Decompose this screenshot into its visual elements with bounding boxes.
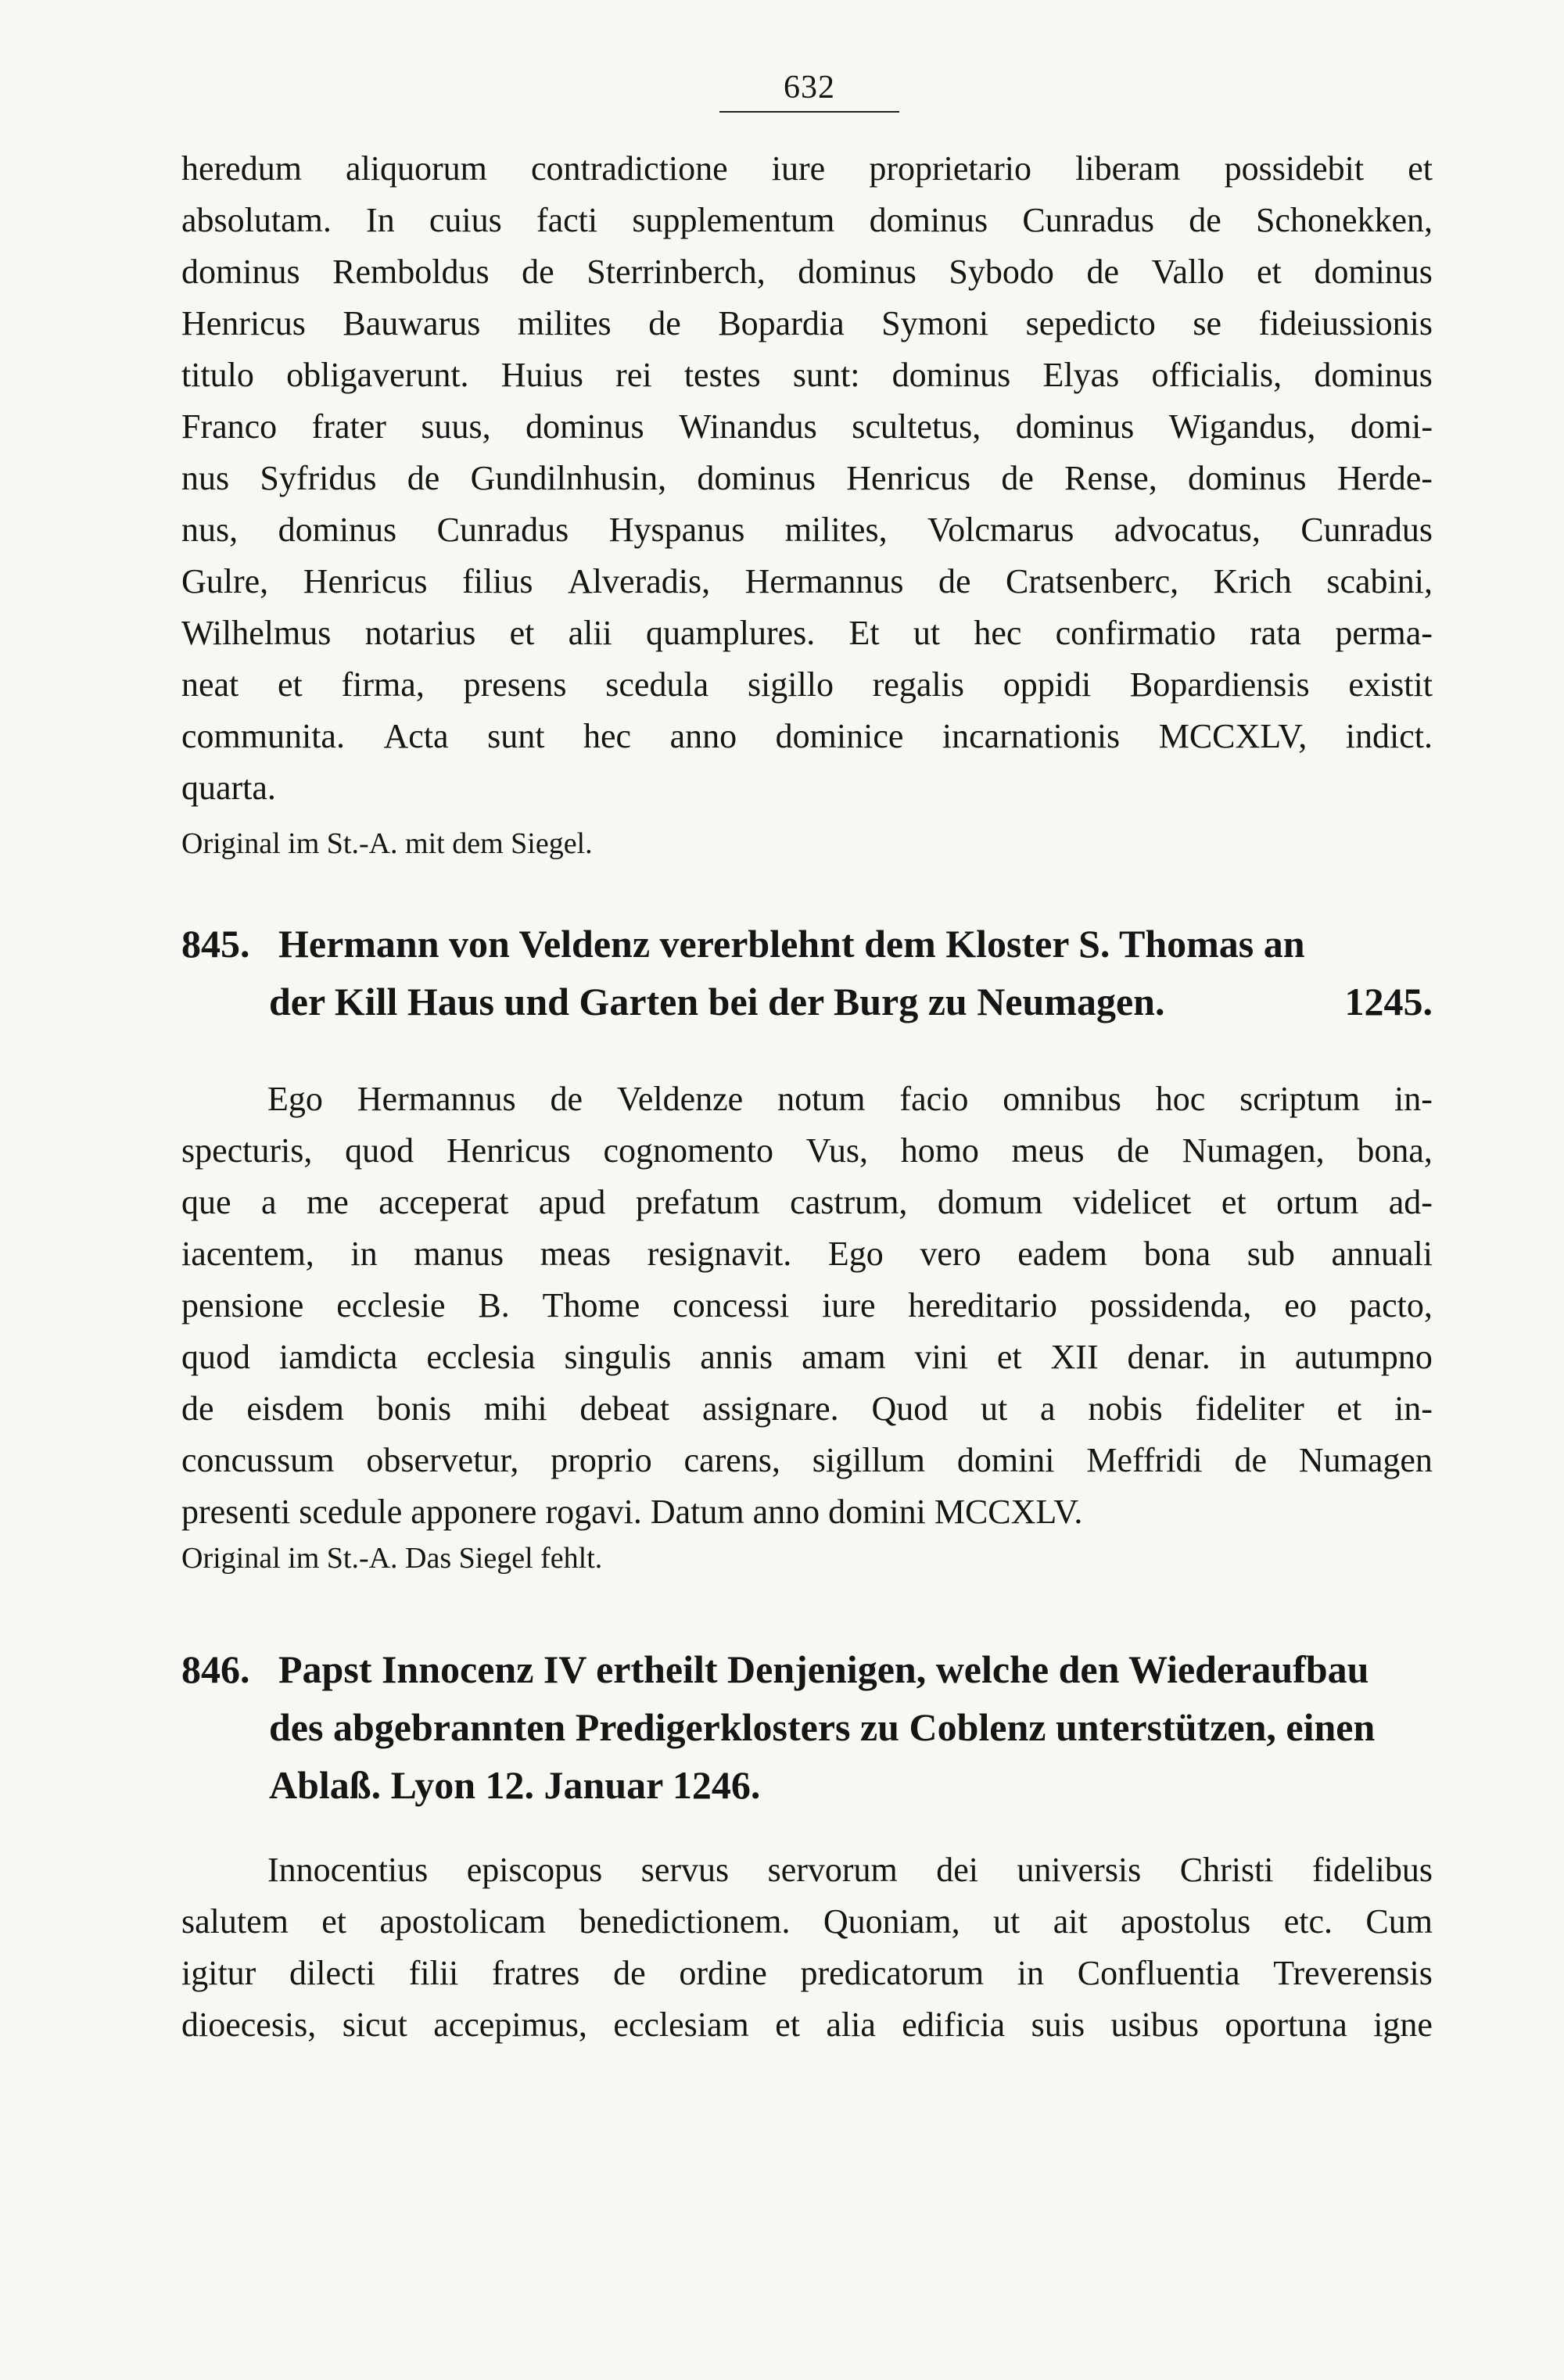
heading-line [181,973,1433,1030]
text-line: specturis, quod Henricus cognomento Vus, homo meus de Numagen, bona, [181,1131,1433,1170]
text-line: quod iamdicta ecclesia singulis annis amam vini et XII denar. in autumpno [181,1337,1433,1376]
text-line: que a me acceperat apud prefatum castrum, domum videlicet et ortum ad- [181,1182,1433,1221]
archive-note-text: Original im St.-A. mit dem Siegel. [181,827,593,860]
doc-number: 845. [181,922,250,966]
text-line: igitur dilecti filii fratres de ordine predicatorum in Confluentia Treverensis [181,1953,1433,1992]
heading-text: des abgebrannten Predigerklosters zu Coblenz unterstützen, einen [269,1705,1376,1749]
heading-year: 1245. [1344,980,1433,1023]
page-number: 632 [784,70,835,106]
text-line: heredum aliquorum contradictione iure proprietario liberam possidebit et [181,149,1433,188]
text-line: nus, dominus Cunradus Hyspanus milites, Volcmarus advocatus, Cunradus [181,510,1433,549]
heading-text: Papst Innocenz IV ertheilt Denjenigen, welche den Wiederaufbau [278,1647,1369,1691]
text-line: pensione ecclesie B. Thome concessi iure hereditario possidenda, eo pacto, [181,1285,1433,1324]
archive-note [181,819,1433,868]
text-line: Franco frater suus, dominus Winandus scultetus, dominus Wigandus, domi- [181,407,1433,446]
doc-845-body [181,1073,1433,1537]
text-line: titulo obligaverunt. Huius rei testes sunt: dominus Elyas officialis, dominus [181,355,1433,394]
text-line: iacentem, in manus meas resignavit. Ego vero eadem bona sub annuali [181,1234,1433,1273]
doc-number: 846. [181,1647,250,1691]
archive-note [181,1534,1433,1582]
text-line: Wilhelmus notarius et alii quamplures. Et ut hec confirmatio rata perma- [181,613,1433,652]
text-line: presenti scedule apponere rogavi. Datum anno domini MCCXLV. [181,1492,1083,1531]
page-number-rule [719,111,899,113]
text-line: concussum observetur, proprio carens, sigillum domini Meffridi de Numagen [181,1440,1433,1479]
text-line: Ego Hermannus de Veldenze notum facio omnibus hoc scriptum in- [267,1079,1433,1118]
text-line: dominus Remboldus de Sterrinberch, dominus Sybodo de Vallo et dominus [181,252,1433,291]
heading-line [181,1698,1433,1756]
text-line: salutem et apostolicam benedictionem. Quoniam, ut ait apostolus etc. Cum [181,1901,1433,1941]
text-line: absolutam. In cuius facti supplementum dominus Cunradus de Schonekken, [181,200,1433,239]
text-line: dioecesis, sicut accepimus, ecclesiam et alia edificia suis usibus oportuna igne [181,2005,1433,2044]
doc-846-heading [181,1640,1433,1814]
text-line: nus Syfridus de Gundilnhusin, dominus Henricus de Rense, dominus Herde- [181,458,1433,497]
doc-846-body [181,1844,1433,2050]
text-line: Innocentius episcopus servus servorum dei universis Christi fidelibus [267,1850,1433,1889]
continuation-paragraph [181,142,1433,813]
doc-845-heading [181,915,1433,1030]
text-line: Henricus Bauwarus milites de Bopardia Symoni sepedicto se fideiussionis [181,303,1433,342]
heading-text: der Kill Haus und Garten bei der Burg zu Neumagen. [269,980,1165,1023]
text-line: Gulre, Henricus filius Alveradis, Hermannus de Cratsenberc, Krich scabini, [181,561,1433,600]
archive-note-text: Original im St.-A. Das Siegel fehlt. [181,1542,603,1575]
text-line: neat et firma, presens scedula sigillo regalis oppidi Bopardiensis existit [181,665,1433,704]
text-line: de eisdem bonis mihi debeat assignare. Quod ut a nobis fideliter et in- [181,1389,1433,1428]
heading-text: Ablaß. Lyon 12. Januar 1246. [269,1763,761,1807]
heading-line [181,1756,1433,1814]
text-line: quarta. [181,768,276,807]
text-line: communita. Acta sunt hec anno dominice incarnationis MCCXLV, indict. [181,716,1433,755]
heading-line [181,1640,1433,1698]
heading-line [181,915,1433,973]
heading-text: Hermann von Veldenz vererblehnt dem Kloster S. Thomas an [278,922,1305,966]
